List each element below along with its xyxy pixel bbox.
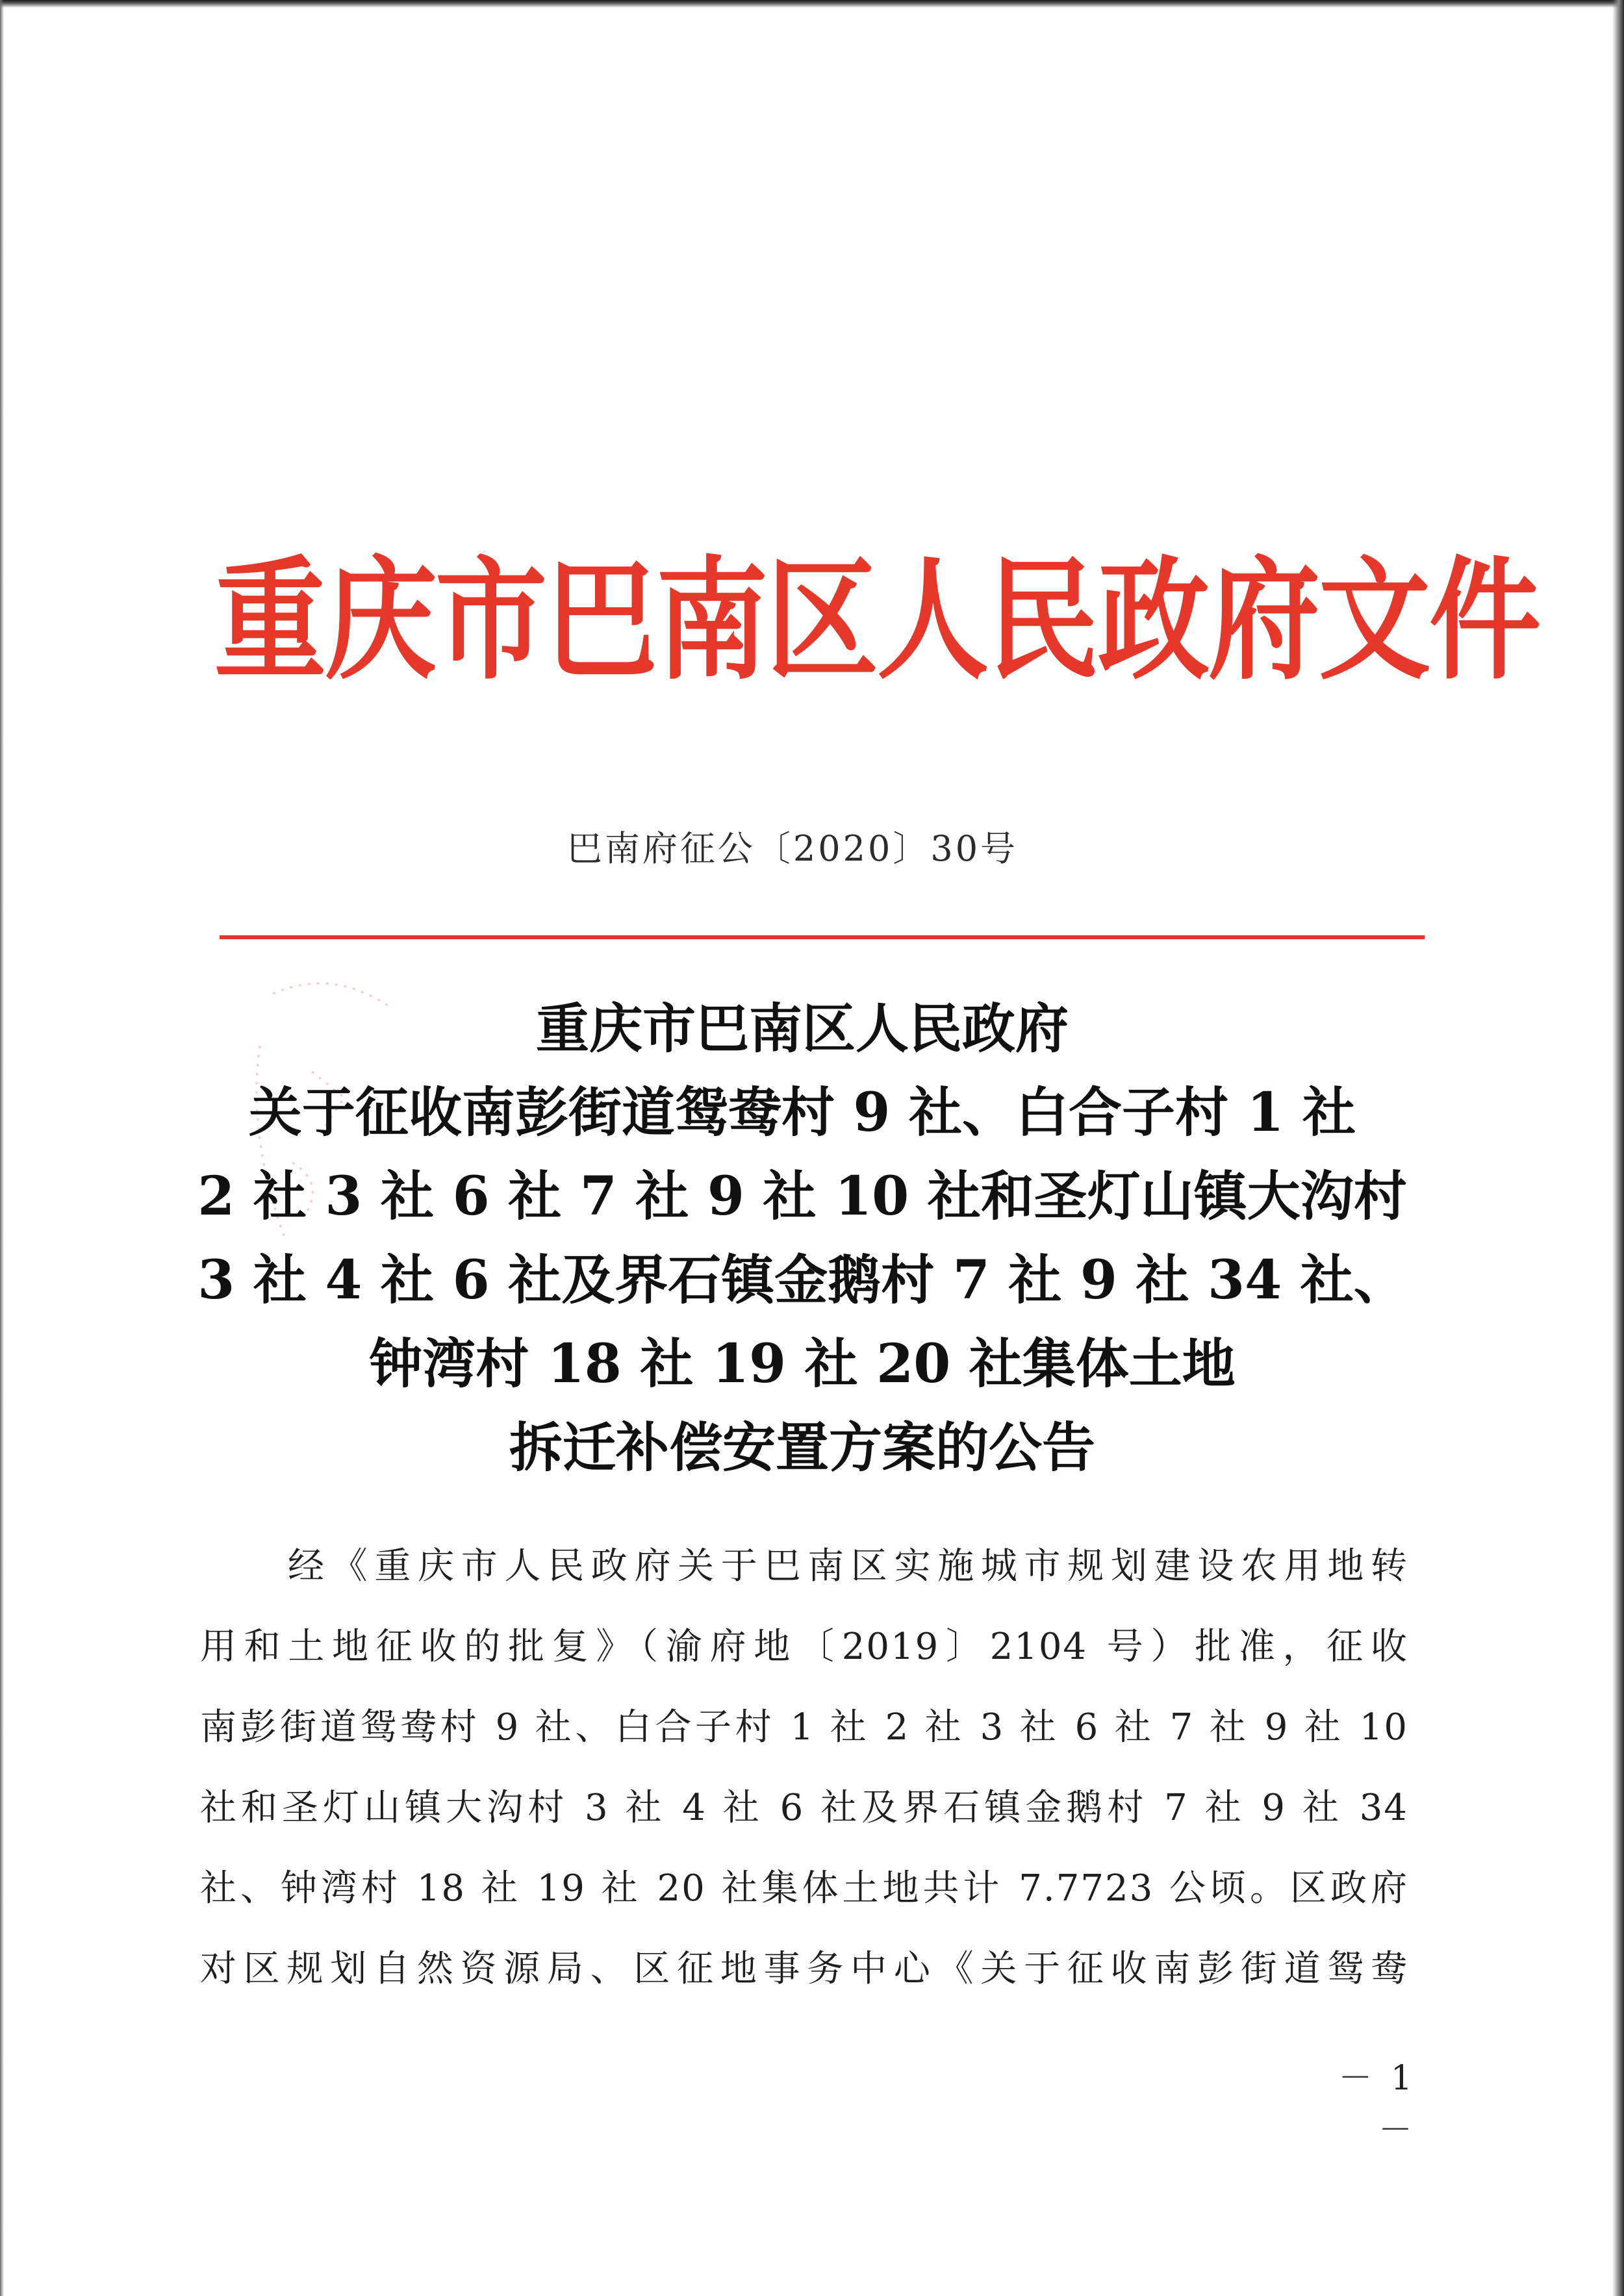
body-line: 社和圣灯山镇大沟村 3 社 4 社 6 社及界石镇金鹅村 7 社 9 社 34 [200, 1787, 1408, 1829]
document-number: 巴南府征公〔2020〕30号 [566, 828, 1019, 869]
body-paragraph [200, 1526, 1408, 2010]
scan-edge-top [0, 0, 1624, 8]
body-line: 经《重庆市人民政府关于巴南区实施城市规划建设农用地转 [288, 1545, 1408, 1587]
body-line: 对区规划自然资源局、区征地事务中心《关于征收南彭街道鸳鸯 [200, 1948, 1408, 1990]
page-number: － 1 － [1338, 2059, 1416, 2150]
scan-edge-left [0, 0, 4, 2296]
body-line: 用和土地征收的批复》（渝府地〔2019〕2104 号）批准，征收 [200, 1626, 1408, 1668]
red-separator-rule [220, 935, 1425, 939]
title-line: 钟湾村 18 社 19 社 20 社集体土地 [369, 1333, 1236, 1395]
title-line: 关于征收南彭街道鸳鸯村 9 社、白合子村 1 社 [248, 1081, 1356, 1144]
body-line: 南彭街道鸳鸯村 9 社、白合子村 1 社 2 社 3 社 6 社 7 社 9 社 10 [200, 1706, 1409, 1748]
notice-title [195, 987, 1410, 1490]
title-line: 3 社 4 社 6 社及界石镇金鹅村 7 社 9 社 34 社、 [197, 1249, 1407, 1311]
title-line: 拆迁补偿安置方案的公告 [509, 1417, 1095, 1479]
body-line: 社、钟湾村 18 社 19 社 20 社集体土地共计 7.7723 公顷。区政府 [200, 1867, 1408, 1910]
masthead-title: 重庆市巴南区人民政府文件 [214, 542, 1540, 698]
title-line: 重庆市巴南区人民政府 [535, 998, 1069, 1060]
title-line: 2 社 3 社 6 社 7 社 9 社 10 社和圣灯山镇大沟村 [197, 1165, 1407, 1228]
scan-edge-right [1612, 0, 1624, 2296]
